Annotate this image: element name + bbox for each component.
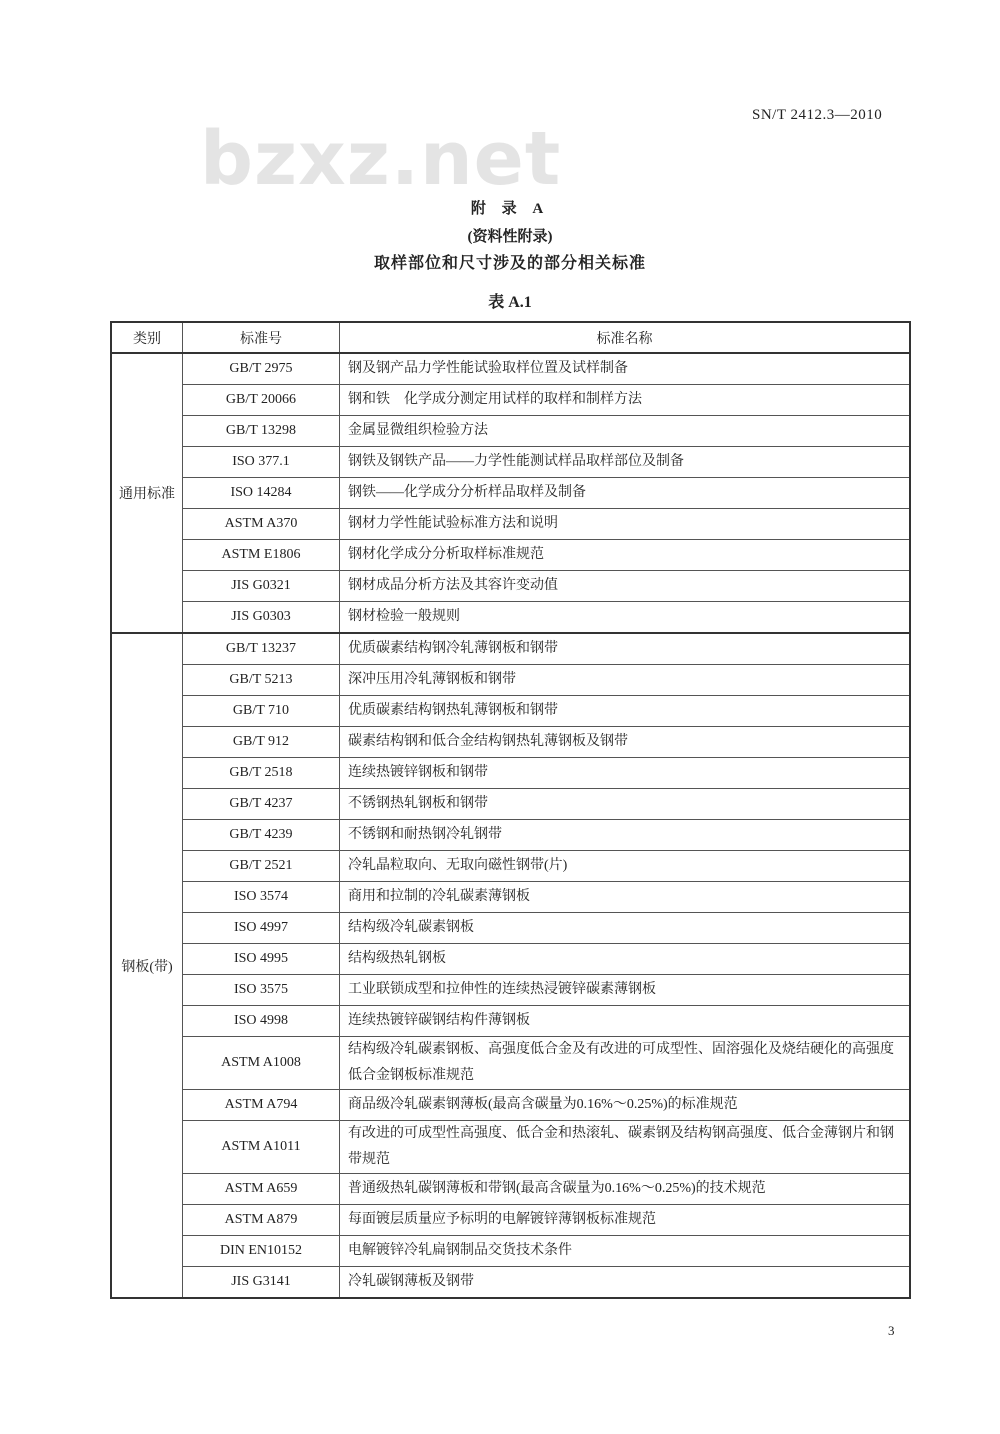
standard-code-cell: ASTM A879 (183, 1205, 340, 1236)
category-cell: 通用标准 (111, 353, 183, 633)
table-row (111, 758, 910, 789)
standard-code-cell: GB/T 2975 (183, 353, 340, 385)
table-row (111, 1205, 910, 1236)
table-row (111, 820, 910, 851)
standard-name-cell: 连续热镀锌碳钢结构件薄钢板 (340, 1006, 911, 1037)
standard-name-cell: 钢铁及钢铁产品——力学性能测试样品取样部位及制备 (340, 447, 911, 478)
standard-name-cell: 碳素结构钢和低合金结构钢热轧薄钢板及钢带 (340, 727, 911, 758)
table-row (111, 1174, 910, 1205)
table-row (111, 571, 910, 602)
table-caption: 表 A.1 (488, 294, 532, 311)
table-row (111, 353, 910, 385)
appendix-label: 附 录 A (470, 201, 550, 217)
standard-code-cell: ISO 3575 (183, 975, 340, 1006)
table-row (111, 1121, 910, 1174)
standard-code-cell: ASTM A659 (183, 1174, 340, 1205)
standard-code-cell: GB/T 912 (183, 727, 340, 758)
standard-code-cell: ISO 4997 (183, 913, 340, 944)
appendix-type: (资料性附录) (467, 229, 553, 245)
standard-name-cell: 结构级冷轧碳素钢板、高强度低合金及有改进的可成型性、固溶强化及烧结硬化的高强度低合金钢板标准规范 (340, 1037, 911, 1090)
standard-name-cell: 钢材检验一般规则 (340, 602, 911, 634)
standard-name-cell: 钢铁——化学成分分析样品取样及制备 (340, 478, 911, 509)
standard-code-cell: ASTM A794 (183, 1090, 340, 1121)
standard-name-cell: 结构级热轧钢板 (340, 944, 911, 975)
standard-name-cell: 优质碳素结构钢冷轧薄钢板和钢带 (340, 633, 911, 665)
standard-code-cell: ISO 4998 (183, 1006, 340, 1037)
table-row (111, 851, 910, 882)
standard-name-cell: 有改进的可成型性高强度、低合金和热滚轧、碳素钢及结构钢高强度、低合金薄钢片和钢带规范 (340, 1121, 911, 1174)
standard-code-cell: ASTM A1011 (183, 1121, 340, 1174)
table-row (111, 665, 910, 696)
standard-name-cell: 商品级冷轧碳素钢薄板(最高含碳量为0.16%～0.25%)的标准规范 (340, 1090, 911, 1121)
standard-code-cell: ASTM A1008 (183, 1037, 340, 1090)
table-row (111, 602, 910, 634)
category-cell: 钢板(带) (111, 633, 183, 1298)
table-row (111, 509, 910, 540)
table-row (111, 447, 910, 478)
standard-name-cell: 冷轧碳钢薄板及钢带 (340, 1267, 911, 1299)
table-row (111, 416, 910, 447)
standard-name-cell: 普通级热轧碳钢薄板和带钢(最高含碳量为0.16%～0.25%)的技术规范 (340, 1174, 911, 1205)
table-row (111, 696, 910, 727)
standard-name-cell: 钢和铁 化学成分测定用试样的取样和制样方法 (340, 385, 911, 416)
watermark: bzxz.net (200, 116, 562, 202)
appendix-title: 取样部位和尺寸涉及的部分相关标准 (373, 255, 646, 272)
header-category: 类别 (111, 322, 183, 353)
standard-name-cell: 深冲压用冷轧薄钢板和钢带 (340, 665, 911, 696)
standard-name-cell: 钢材成品分析方法及其容许变动值 (340, 571, 911, 602)
table-row (111, 1006, 910, 1037)
standard-name-cell: 钢及钢产品力学性能试验取样位置及试样制备 (340, 353, 911, 385)
standard-code-cell: GB/T 2521 (183, 851, 340, 882)
standard-code-cell: JIS G0321 (183, 571, 340, 602)
table-header-row (111, 322, 910, 353)
standard-code-cell: JIS G3141 (183, 1267, 340, 1299)
standard-code: SN/T 2412.3—2010 (752, 107, 883, 123)
standard-name-cell: 优质碳素结构钢热轧薄钢板和钢带 (340, 696, 911, 727)
table-row (111, 913, 910, 944)
standard-name-cell: 不锈钢和耐热钢冷轧钢带 (340, 820, 911, 851)
table-row (111, 1236, 910, 1267)
standard-code-cell: GB/T 13298 (183, 416, 340, 447)
standard-name-cell: 商用和拉制的冷轧碳素薄钢板 (340, 882, 911, 913)
standard-code-cell: GB/T 2518 (183, 758, 340, 789)
table-row (111, 540, 910, 571)
table-row (111, 385, 910, 416)
table-row (111, 478, 910, 509)
standard-code-cell: GB/T 20066 (183, 385, 340, 416)
standard-name-cell: 钢材化学成分分析取样标准规范 (340, 540, 911, 571)
table-row (111, 789, 910, 820)
standard-code-cell: ISO 4995 (183, 944, 340, 975)
standard-name-cell: 连续热镀锌钢板和钢带 (340, 758, 911, 789)
standard-name-cell: 每面镀层质量应予标明的电解镀锌薄钢板标准规范 (340, 1205, 911, 1236)
standard-name-cell: 工业联锁成型和拉伸性的连续热浸镀锌碳素薄钢板 (340, 975, 911, 1006)
standard-code-cell: GB/T 4237 (183, 789, 340, 820)
page-number: 3 (888, 1323, 895, 1338)
header-name: 标准名称 (340, 322, 911, 353)
standard-name-cell: 金属显微组织检验方法 (340, 416, 911, 447)
standard-code-cell: GB/T 5213 (183, 665, 340, 696)
standard-code-cell: GB/T 13237 (183, 633, 340, 665)
standard-code-cell: ASTM A370 (183, 509, 340, 540)
header-code: 标准号 (183, 322, 340, 353)
standard-name-cell: 钢材力学性能试验标准方法和说明 (340, 509, 911, 540)
standard-code-cell: ISO 3574 (183, 882, 340, 913)
table-row (111, 633, 910, 665)
standards-table (110, 321, 911, 1299)
table-row (111, 882, 910, 913)
table-row (111, 727, 910, 758)
standard-code-cell: ISO 377.1 (183, 447, 340, 478)
table-row (111, 1037, 910, 1090)
standard-name-cell: 电解镀锌冷轧扁钢制品交货技术条件 (340, 1236, 911, 1267)
table-row (111, 1267, 910, 1299)
table-row (111, 944, 910, 975)
standard-code-cell: ISO 14284 (183, 478, 340, 509)
standard-name-cell: 冷轧晶粒取向、无取向磁性钢带(片) (340, 851, 911, 882)
standard-code-cell: GB/T 4239 (183, 820, 340, 851)
standard-code-cell: ASTM E1806 (183, 540, 340, 571)
standard-name-cell: 不锈钢热轧钢板和钢带 (340, 789, 911, 820)
standard-name-cell: 结构级冷轧碳素钢板 (340, 913, 911, 944)
table-row (111, 975, 910, 1006)
table-row (111, 1090, 910, 1121)
standard-code-cell: GB/T 710 (183, 696, 340, 727)
standard-code-cell: JIS G0303 (183, 602, 340, 634)
standard-code-cell: DIN EN10152 (183, 1236, 340, 1267)
